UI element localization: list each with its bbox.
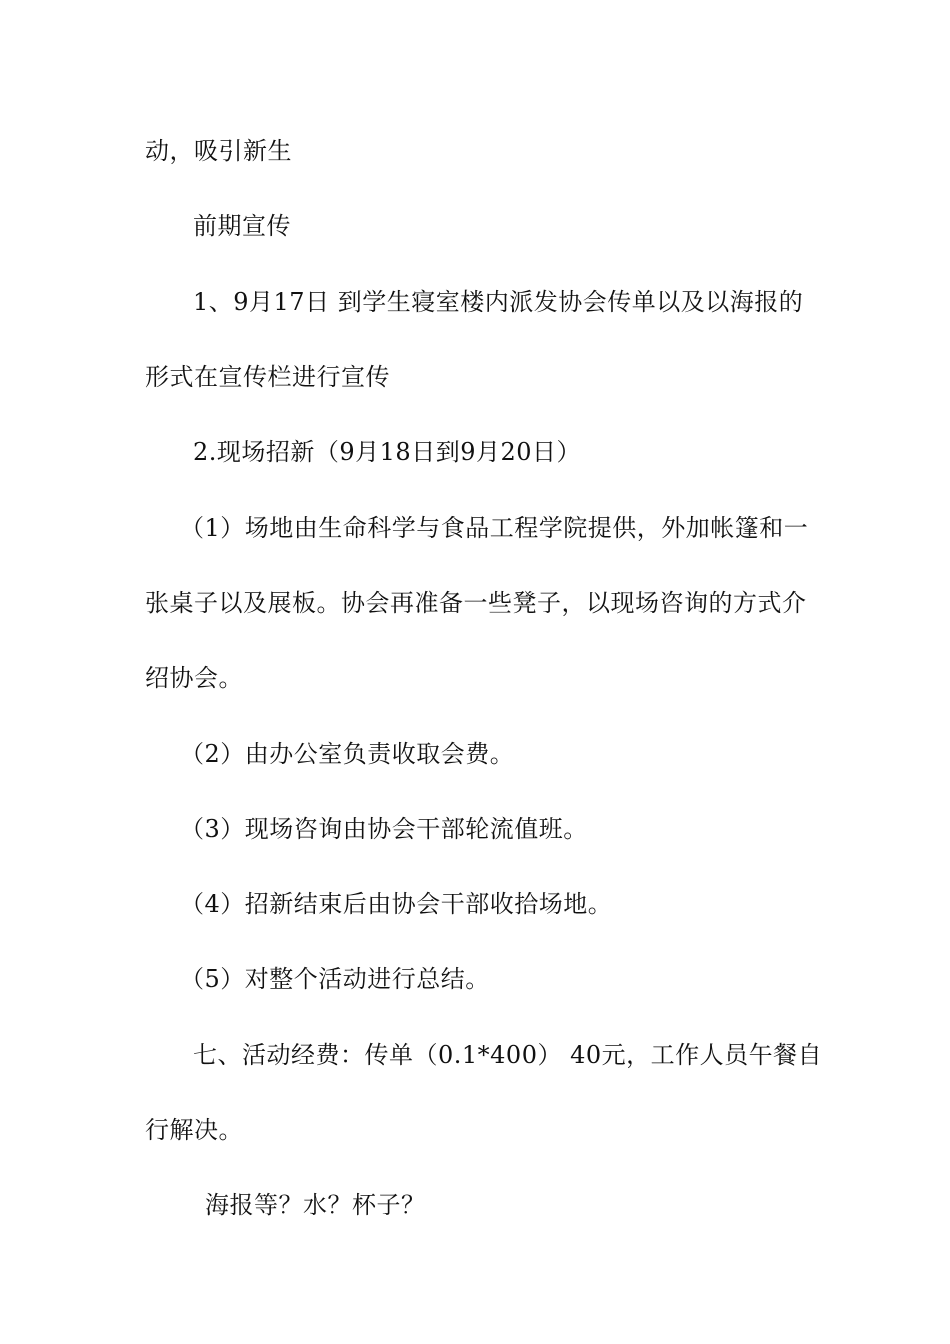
sub-item-5: （5）对整个活动进行总结。 [180,965,490,993]
sub-item-3: （3）现场咨询由协会干部轮流值班。 [180,815,588,843]
section-heading-publicity: 前期宣传 [193,212,291,240]
sub-item-1: （1）场地由生命科学与食品工程学院提供，外加帐篷和一 [180,514,809,542]
paragraph-line-continuation: 动，吸引新生 [145,137,292,165]
list-item-2: 2.现场招新（9月18日到9月20日） [193,438,582,466]
list-item-1: 1、9月17日 到学生寝室楼内派发协会传单以及以海报的 [193,288,804,316]
note-line: 海报等？水？杯子？ [205,1191,426,1219]
list-item-1-continued: 形式在宣传栏进行宣传 [145,363,390,391]
sub-item-4: （4）招新结束后由协会干部收拾场地。 [180,890,613,918]
section-budget: 七、活动经费：传单（0.1*400） 40元，工作人员午餐自 [193,1041,823,1069]
sub-item-1-end: 绍协会。 [145,664,243,692]
sub-item-2: （2）由办公室负责收取会费。 [180,740,515,768]
sub-item-1-continued: 张桌子以及展板。协会再准备一些凳子，以现场咨询的方式介 [145,589,807,617]
section-budget-continued: 行解决。 [145,1116,243,1144]
